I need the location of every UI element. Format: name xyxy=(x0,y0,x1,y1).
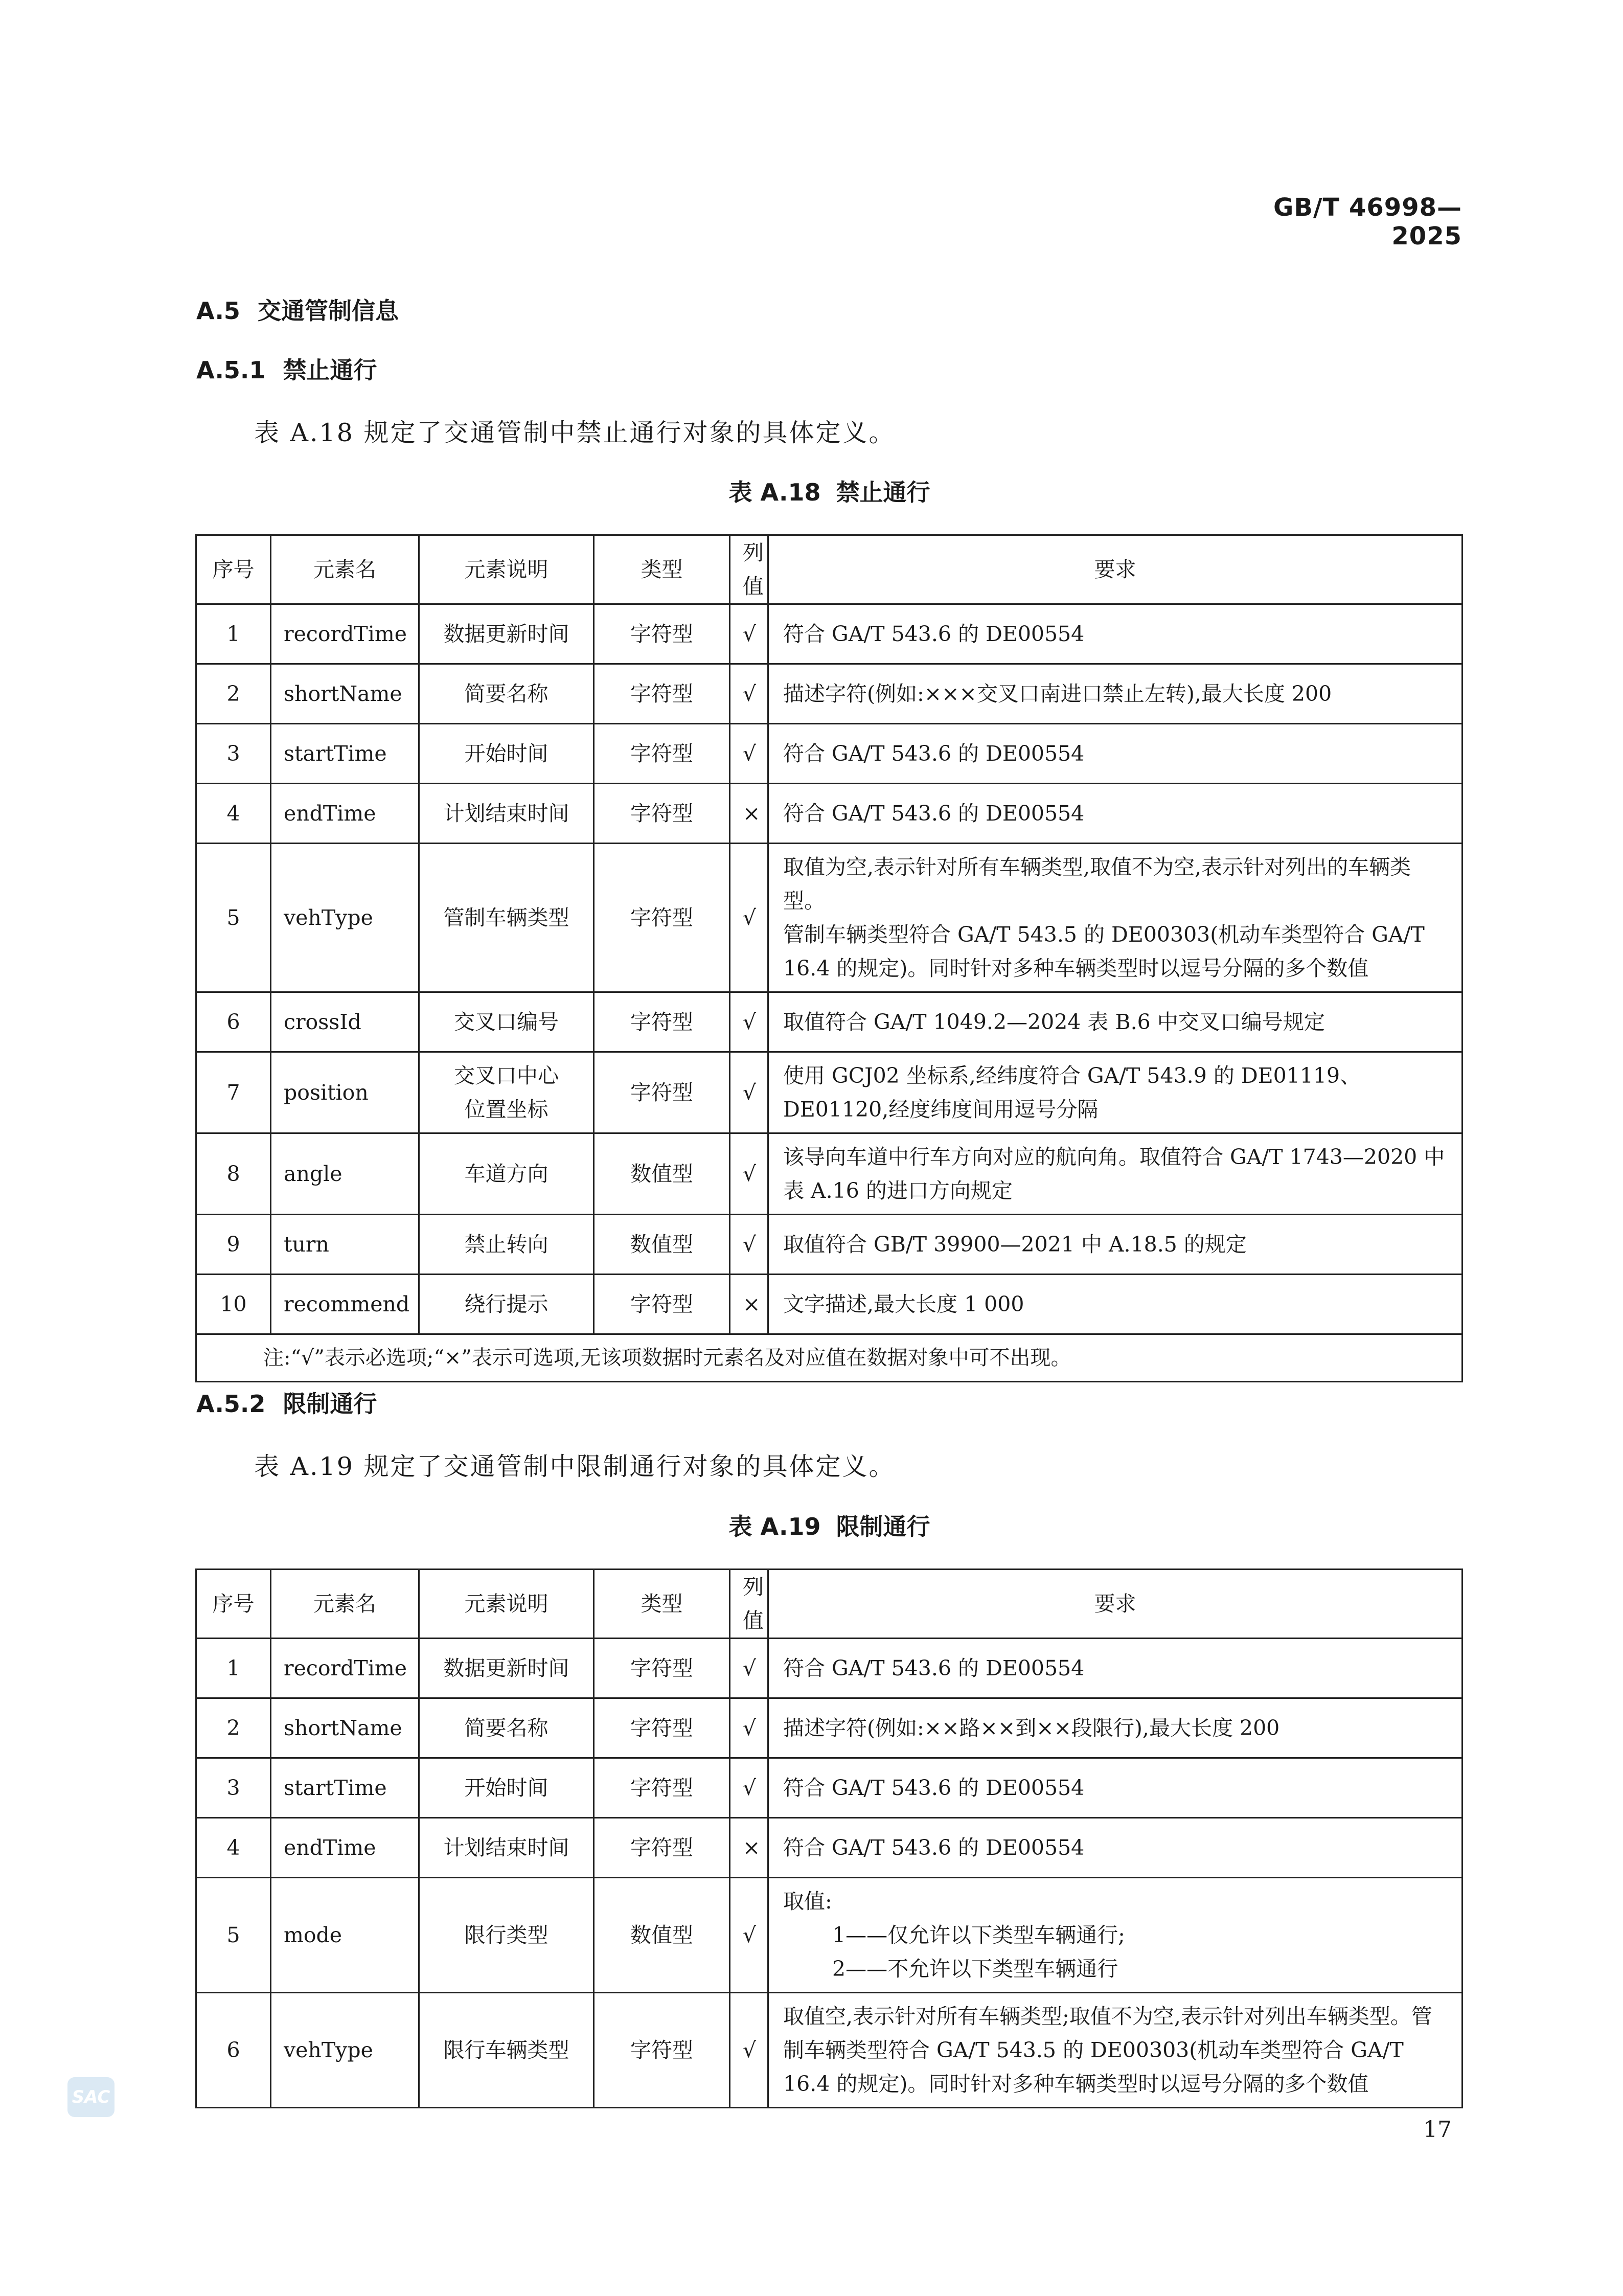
cell-requirement xyxy=(768,1275,1462,1334)
requirement-line: 取值为空,表示针对所有车辆类型,取值不为空,表示针对列出的车辆类型。 xyxy=(783,855,1411,913)
cell-element-name: vehType xyxy=(271,1993,419,2108)
cell-description xyxy=(419,1698,594,1758)
table-row xyxy=(196,1698,1462,1758)
cell-requirement xyxy=(768,844,1462,992)
cell-required-mark: √ xyxy=(730,1052,768,1133)
table-row xyxy=(196,844,1462,992)
subsection-heading-a51 xyxy=(196,352,377,385)
col-header-desc: 元素说明 xyxy=(419,535,594,604)
subsection-title: 限制通行 xyxy=(283,1390,377,1418)
subsection-heading-a52 xyxy=(196,1385,377,1419)
cell-type: 字符型 xyxy=(594,992,730,1052)
table-note: 注:“√”表示必选项;“×”表示可选项,无该项数据时元素名及对应值在数据对象中可不出现。 xyxy=(196,1334,1462,1382)
cell-element-name: position xyxy=(271,1052,419,1133)
description-line: 禁止转向 xyxy=(464,1232,548,1257)
table-row xyxy=(196,784,1462,844)
description-line: 计划结束时间 xyxy=(443,801,569,826)
cell-no: 1 xyxy=(196,604,271,664)
cell-required-mark: √ xyxy=(730,1878,768,1993)
requirement-line: 符合 GA/T 543.6 的 DE00554 xyxy=(783,622,1085,646)
subsection-title: 禁止通行 xyxy=(283,356,377,384)
requirement-line: 符合 GA/T 543.6 的 DE00554 xyxy=(783,741,1085,766)
cell-description xyxy=(419,1639,594,1698)
cell-element-name: angle xyxy=(271,1133,419,1215)
table-row xyxy=(196,1639,1462,1698)
cell-no: 1 xyxy=(196,1639,271,1698)
col-header-name: 元素名 xyxy=(271,1570,419,1639)
cell-required-mark: √ xyxy=(730,1133,768,1215)
cell-element-name: startTime xyxy=(271,1758,419,1818)
cell-type: 字符型 xyxy=(594,1818,730,1878)
cell-requirement xyxy=(768,664,1462,724)
cell-requirement xyxy=(768,604,1462,664)
cell-required-mark: × xyxy=(730,1818,768,1878)
table-note-row xyxy=(196,1334,1462,1382)
cell-no: 5 xyxy=(196,844,271,992)
cell-description xyxy=(419,1215,594,1275)
table-row xyxy=(196,1758,1462,1818)
cell-no: 4 xyxy=(196,1818,271,1878)
cell-required-mark: √ xyxy=(730,1993,768,2108)
cell-element-name: crossId xyxy=(271,992,419,1052)
cell-element-name: shortName xyxy=(271,1698,419,1758)
description-line: 开始时间 xyxy=(464,741,548,766)
cell-type: 字符型 xyxy=(594,844,730,992)
cell-required-mark: × xyxy=(730,1275,768,1334)
requirement-line: 取值空,表示针对所有车辆类型;取值不为空,表示针对列出车辆类型。管制车辆类型符合 GA/T 543.5 的 DE00303(机动车类型符合 GA/T 16.4 的规定)。同时针对多种车辆类型时以逗号分隔的多个数值 xyxy=(783,2004,1432,2096)
requirement-option: 2——不允许以下类型车辆通行 xyxy=(832,1957,1118,1981)
standard-number: GB/T 46998—2025 xyxy=(1273,193,1462,251)
cell-type: 字符型 xyxy=(594,664,730,724)
cell-type: 字符型 xyxy=(594,1758,730,1818)
cell-type: 数值型 xyxy=(594,1878,730,1993)
cell-requirement xyxy=(768,1133,1462,1215)
cell-description xyxy=(419,1133,594,1215)
cell-no: 6 xyxy=(196,992,271,1052)
table-row xyxy=(196,664,1462,724)
cell-type: 字符型 xyxy=(594,1052,730,1133)
cell-requirement xyxy=(768,1878,1462,1993)
intro-paragraph-a19: 表 A.19 规定了交通管制中限制通行对象的具体定义。 xyxy=(254,1452,896,1481)
cell-type: 字符型 xyxy=(594,1993,730,2108)
caption-title: 限制通行 xyxy=(836,1513,930,1540)
caption-number: 表 A.19 xyxy=(728,1513,821,1540)
cell-required-mark: √ xyxy=(730,604,768,664)
cell-type: 字符型 xyxy=(594,724,730,784)
section-title: 交通管制信息 xyxy=(257,297,399,325)
cell-requirement xyxy=(768,1993,1462,2108)
col-header-name: 元素名 xyxy=(271,535,419,604)
col-header-req: 列值 xyxy=(730,535,768,604)
cell-required-mark: √ xyxy=(730,664,768,724)
caption-number: 表 A.18 xyxy=(728,479,821,506)
cell-requirement xyxy=(768,1818,1462,1878)
requirement-line: 使用 GCJ02 坐标系,经纬度符合 GA/T 543.9 的 DE01119、DE01120,经度纬度间用逗号分隔 xyxy=(783,1063,1361,1122)
sac-logo: SAC xyxy=(67,2077,115,2117)
table-row xyxy=(196,1878,1462,1993)
table-a18 xyxy=(195,534,1463,1382)
cell-element-name: shortName xyxy=(271,664,419,724)
requirement-line: 符合 GA/T 543.6 的 DE00554 xyxy=(783,1776,1085,1800)
cell-element-name: endTime xyxy=(271,784,419,844)
cell-element-name: recordTime xyxy=(271,1639,419,1698)
table-a19 xyxy=(195,1568,1463,2108)
requirement-line: 取值符合 GB/T 39900—2021 中 A.18.5 的规定 xyxy=(783,1232,1247,1257)
cell-no: 6 xyxy=(196,1993,271,2108)
cell-type: 数值型 xyxy=(594,1215,730,1275)
col-header-requirement: 要求 xyxy=(768,1570,1462,1639)
cell-element-name: recommend xyxy=(271,1275,419,1334)
cell-requirement xyxy=(768,1698,1462,1758)
col-header-type: 类型 xyxy=(594,535,730,604)
requirement-line: 符合 GA/T 543.6 的 DE00554 xyxy=(783,1835,1085,1860)
description-line: 车道方向 xyxy=(464,1162,548,1186)
cell-required-mark: √ xyxy=(730,1215,768,1275)
cell-description xyxy=(419,784,594,844)
col-header-no: 序号 xyxy=(196,535,271,604)
cell-type: 字符型 xyxy=(594,1275,730,1334)
cell-no: 3 xyxy=(196,724,271,784)
cell-description xyxy=(419,844,594,992)
cell-required-mark: √ xyxy=(730,1758,768,1818)
cell-required-mark: √ xyxy=(730,1639,768,1698)
cell-description xyxy=(419,724,594,784)
requirement-line: 取值: xyxy=(783,1889,832,1914)
caption-title: 禁止通行 xyxy=(836,479,930,506)
cell-required-mark: √ xyxy=(730,844,768,992)
cell-description xyxy=(419,1758,594,1818)
cell-type: 字符型 xyxy=(594,604,730,664)
description-line: 绕行提示 xyxy=(464,1292,548,1316)
table-caption-a18 xyxy=(196,474,1462,508)
col-header-requirement: 要求 xyxy=(768,535,1462,604)
table-row xyxy=(196,1133,1462,1215)
table-row xyxy=(196,604,1462,664)
description-line: 交叉口编号 xyxy=(454,1010,559,1034)
cell-type: 字符型 xyxy=(594,784,730,844)
col-header-type: 类型 xyxy=(594,1570,730,1639)
cell-required-mark: √ xyxy=(730,1698,768,1758)
description-line: 位置坐标 xyxy=(464,1097,548,1122)
cell-element-name: turn xyxy=(271,1215,419,1275)
cell-no: 10 xyxy=(196,1275,271,1334)
cell-requirement xyxy=(768,1215,1462,1275)
subsection-number: A.5.1 xyxy=(196,356,266,384)
description-line: 简要名称 xyxy=(464,1716,548,1740)
cell-requirement xyxy=(768,784,1462,844)
cell-no: 2 xyxy=(196,664,271,724)
requirement-line: 取值符合 GA/T 1049.2—2024 表 B.6 中交叉口编号规定 xyxy=(783,1010,1325,1034)
subsection-number: A.5.2 xyxy=(196,1390,266,1418)
cell-description xyxy=(419,992,594,1052)
cell-no: 8 xyxy=(196,1133,271,1215)
cell-required-mark: √ xyxy=(730,724,768,784)
section-heading xyxy=(196,292,399,326)
description-line: 限行类型 xyxy=(464,1923,548,1947)
description-line: 交叉口中心 xyxy=(454,1063,559,1088)
cell-description xyxy=(419,1878,594,1993)
col-header-req: 列值 xyxy=(730,1570,768,1639)
cell-description xyxy=(419,604,594,664)
cell-element-name: startTime xyxy=(271,724,419,784)
cell-description xyxy=(419,1993,594,2108)
table-row xyxy=(196,1215,1462,1275)
requirement-line: 管制车辆类型符合 GA/T 543.5 的 DE00303(机动车类型符合 GA/T 16.4 的规定)。同时针对多种车辆类型时以逗号分隔的多个数值 xyxy=(783,922,1425,981)
description-line: 简要名称 xyxy=(464,681,548,706)
description-line: 管制车辆类型 xyxy=(443,905,569,930)
description-line: 数据更新时间 xyxy=(443,1656,569,1680)
requirement-line: 符合 GA/T 543.6 的 DE00554 xyxy=(783,801,1085,826)
table-row xyxy=(196,1275,1462,1334)
cell-no: 2 xyxy=(196,1698,271,1758)
requirement-line: 符合 GA/T 543.6 的 DE00554 xyxy=(783,1656,1085,1680)
cell-description xyxy=(419,1275,594,1334)
cell-required-mark: × xyxy=(730,784,768,844)
cell-requirement xyxy=(768,1639,1462,1698)
cell-type: 字符型 xyxy=(594,1639,730,1698)
requirement-line: 描述字符(例如:××路××到××段限行),最大长度 200 xyxy=(783,1716,1280,1740)
requirement-line: 该导向车道中行车方向对应的航向角。取值符合 GA/T 1743—2020 中表 A.16 的进口方向规定 xyxy=(783,1145,1445,1203)
cell-requirement xyxy=(768,1052,1462,1133)
table-caption-a19 xyxy=(196,1508,1462,1542)
cell-no: 9 xyxy=(196,1215,271,1275)
cell-element-name: vehType xyxy=(271,844,419,992)
cell-description xyxy=(419,1818,594,1878)
cell-no: 3 xyxy=(196,1758,271,1818)
intro-paragraph-a18: 表 A.18 规定了交通管制中禁止通行对象的具体定义。 xyxy=(254,418,896,447)
table-row xyxy=(196,1993,1462,2108)
cell-no: 5 xyxy=(196,1878,271,1993)
page-number: 17 xyxy=(1423,2117,1452,2143)
cell-requirement xyxy=(768,1758,1462,1818)
cell-requirement xyxy=(768,724,1462,784)
requirement-option: 1——仅允许以下类型车辆通行; xyxy=(832,1923,1125,1947)
table-row xyxy=(196,724,1462,784)
description-line: 限行车辆类型 xyxy=(443,2038,569,2062)
cell-requirement xyxy=(768,992,1462,1052)
cell-required-mark: √ xyxy=(730,992,768,1052)
cell-element-name: recordTime xyxy=(271,604,419,664)
cell-element-name: mode xyxy=(271,1878,419,1993)
section-number: A.5 xyxy=(196,297,240,325)
description-line: 数据更新时间 xyxy=(443,622,569,646)
description-line: 计划结束时间 xyxy=(443,1835,569,1860)
table-header-row xyxy=(196,535,1462,604)
cell-type: 数值型 xyxy=(594,1133,730,1215)
cell-no: 4 xyxy=(196,784,271,844)
cell-element-name: endTime xyxy=(271,1818,419,1878)
col-header-no: 序号 xyxy=(196,1570,271,1639)
requirement-line: 描述字符(例如:×××交叉口南进口禁止左转),最大长度 200 xyxy=(783,681,1332,706)
cell-no: 7 xyxy=(196,1052,271,1133)
cell-description xyxy=(419,1052,594,1133)
cell-description xyxy=(419,664,594,724)
table-row xyxy=(196,1818,1462,1878)
table-header-row xyxy=(196,1570,1462,1639)
cell-type: 字符型 xyxy=(594,1698,730,1758)
requirement-line: 文字描述,最大长度 1 000 xyxy=(783,1292,1024,1316)
table-row xyxy=(196,992,1462,1052)
table-row xyxy=(196,1052,1462,1133)
col-header-desc: 元素说明 xyxy=(419,1570,594,1639)
description-line: 开始时间 xyxy=(464,1776,548,1800)
